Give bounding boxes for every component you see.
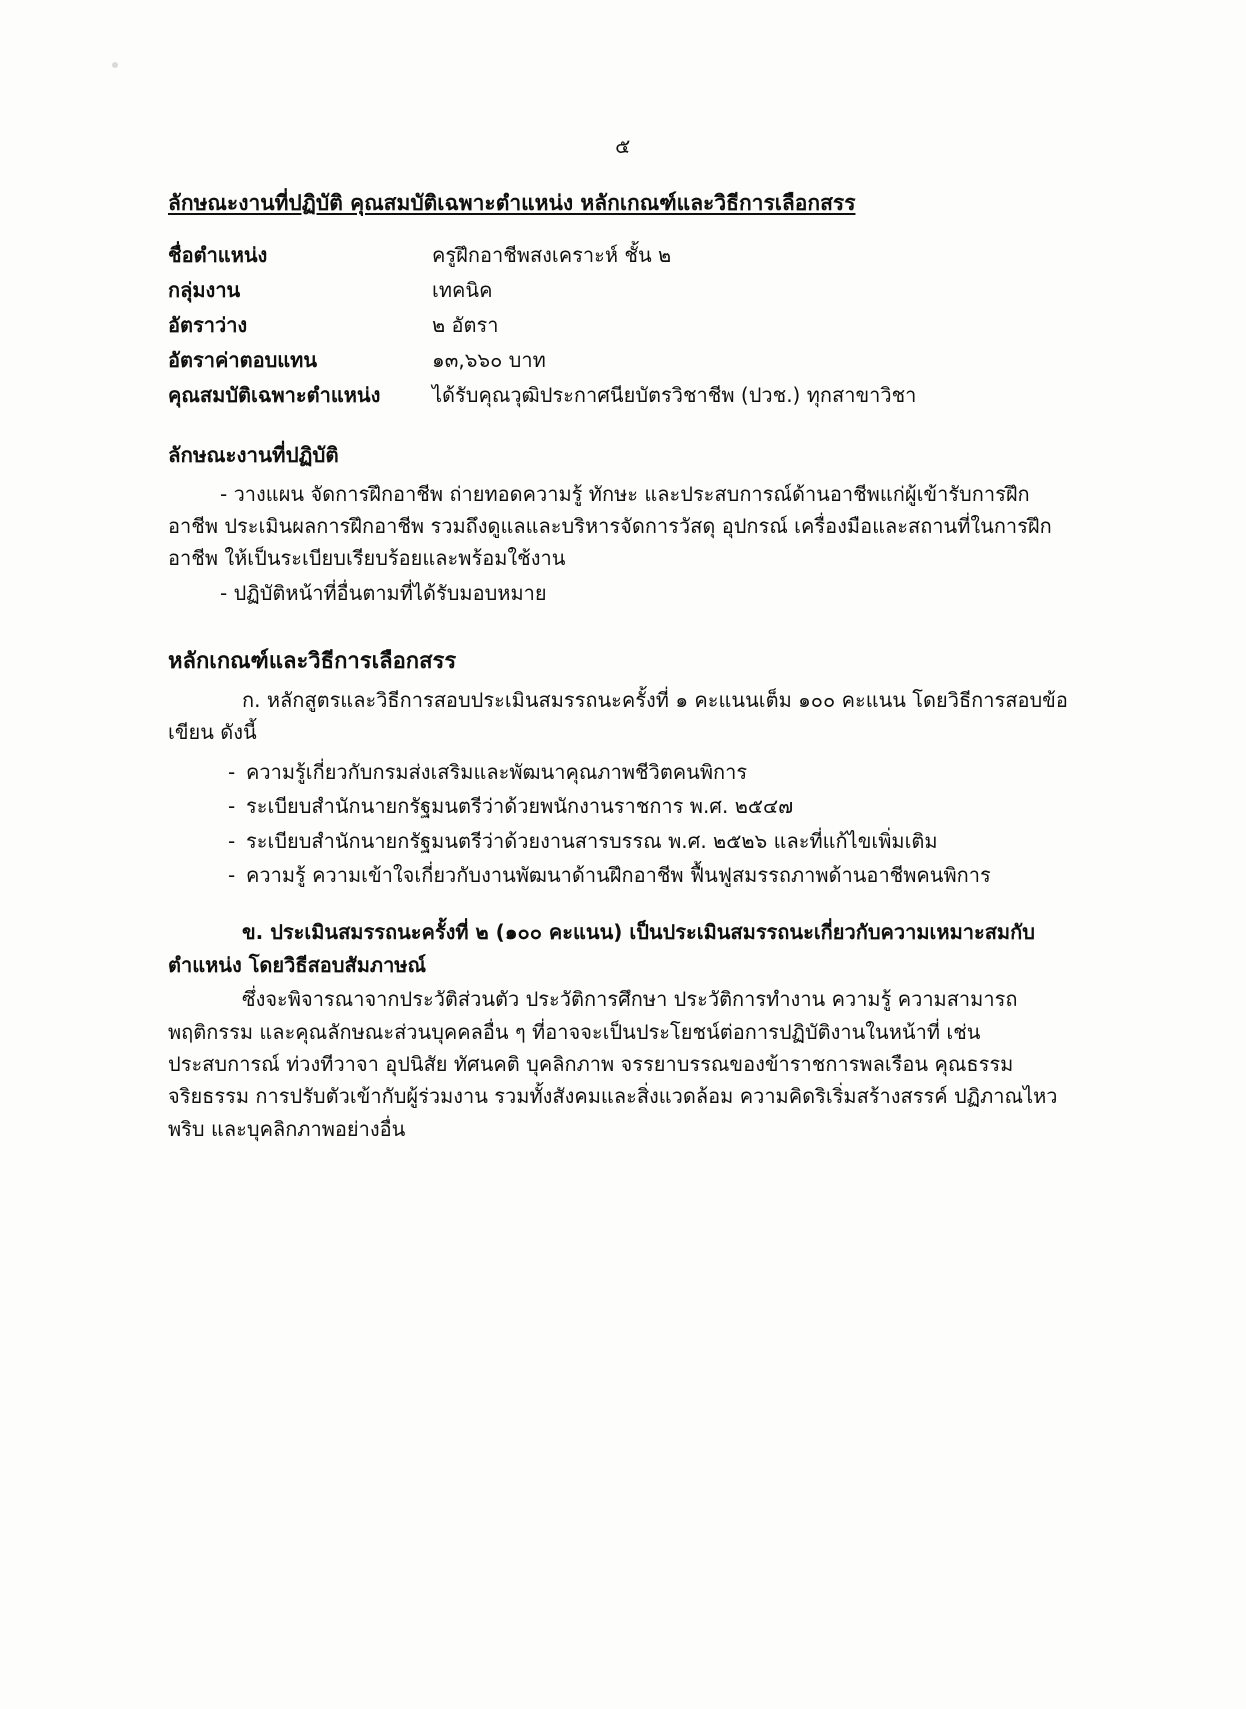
field-value-salary: ๑๓,๖๖๐ บาท	[432, 347, 546, 372]
section-title-duties: ลักษณะงานที่ปฏิบัติ	[168, 442, 339, 467]
field-value-position-name: ครูฝึกอาชีพสงเคราะห์ ชั้น ๒	[432, 242, 672, 267]
table-row	[168, 343, 1078, 378]
table-row	[168, 238, 1078, 273]
table-row	[168, 308, 1078, 343]
criteria-section-a-lead: ก. หลักสูตรและวิธีการสอบประเมินสมรรถนะครั้งที่ ๑ คะแนนเต็ม ๑๐๐ คะแนน โดยวิธีการสอบข้อเขียน ดังนี้	[168, 688, 1068, 745]
field-label-position-name: ชื่อตำแหน่ง	[168, 242, 268, 267]
field-value-vacancies: ๒ อัตรา	[432, 312, 499, 337]
duties-paragraph-2: - ปฏิบัติหน้าที่อื่นตามที่ได้รับมอบหมาย	[220, 580, 547, 605]
list-item: - ระเบียบสำนักนายกรัฐมนตรีว่าด้วยพนักงานราชการ พ.ศ. ๒๕๔๗	[246, 789, 1078, 823]
page-number: ๕	[615, 134, 631, 158]
scan-artifact-dot	[112, 62, 118, 68]
field-label-qualifications: คุณสมบัติเฉพาะตำแหน่ง	[168, 382, 381, 407]
list-item: - ความรู้ ความเข้าใจเกี่ยวกับงานพัฒนาด้านฝึกอาชีพ ฟื้นฟูสมรรถภาพด้านอาชีพคนพิการ	[246, 858, 1078, 892]
field-label-work-group: กลุ่มงาน	[168, 277, 241, 302]
page-title: ลักษณะงานที่ปฏิบัติ คุณสมบัติเฉพาะตำแหน่ง หลักเกณฑ์และวิธีการเลือกสรร	[168, 191, 856, 215]
field-label-vacancies: อัตราว่าง	[168, 312, 248, 337]
criteria-section-b-lead: ข. ประเมินสมรรถนะครั้งที่ ๒ (๑๐๐ คะแนน) เป็นประเมินสมรรถนะเกี่ยวกับความเหมาะสมกับตำแหน่ง โดยวิธีสอบสัมภาษณ์	[168, 920, 1035, 977]
field-label-salary: อัตราค่าตอบแทน	[168, 347, 318, 372]
criteria-section-a-list	[168, 755, 1078, 893]
table-row	[168, 378, 1078, 413]
section-title-criteria: หลักเกณฑ์และวิธีการเลือกสรร	[168, 649, 457, 675]
field-value-work-group: เทคนิค	[432, 277, 493, 302]
list-item: - ความรู้เกี่ยวกับกรมส่งเสริมและพัฒนาคุณภาพชีวิตคนพิการ	[246, 755, 1078, 789]
document-content	[168, 130, 1078, 1147]
duties-paragraph-1: - วางแผน จัดการฝึกอาชีพ ถ่ายทอดความรู้ ทักษะ และประสบการณ์ด้านอาชีพแก่ผู้เข้ารับการฝึกอาชีพ ประเมินผลการฝึกอาชีพ รวมถึงดูแลและบริหารจัดการวัสดุ อุปกรณ์ เครื่องมือและสถานที่ในการฝึกอาชีพ ให้เป็นระเบียบเรียบร้อยและพร้อมใช้งาน	[168, 481, 1052, 571]
position-details-table	[168, 238, 1078, 413]
criteria-section-b-body: ซึ่งจะพิจารณาจากประวัติส่วนตัว ประวัติการศึกษา ประวัติการทำงาน ความรู้ ความสามารถ พฤติกรรม และคุณลักษณะส่วนบุคคลอื่น ๆ ที่อาจจะเป็นประโยชน์ต่อการปฏิบัติงานในหน้าที่ เช่น ประสบการณ์ ท่วงทีวาจา อุปนิสัย ทัศนคติ บุคลิกภาพ จรรยาบรรณของข้าราชการพลเรือน คุณธรรม จริยธรรม การปรับตัวเข้ากับผู้ร่วมงาน รวมทั้งสังคมและสิ่งแวดล้อม ความคิดริเริ่มสร้างสรรค์ ปฏิภาณไหวพริบ และบุคลิกภาพอย่างอื่น	[168, 987, 1058, 1141]
list-item: - ระเบียบสำนักนายกรัฐมนตรีว่าด้วยงานสารบรรณ พ.ศ. ๒๕๒๖ และที่แก้ไขเพิ่มเติม	[246, 824, 1078, 858]
table-row	[168, 273, 1078, 308]
field-value-qualifications: ได้รับคุณวุฒิประกาศนียบัตรวิชาชีพ (ปวช.) ทุกสาขาวิชา	[432, 382, 917, 407]
